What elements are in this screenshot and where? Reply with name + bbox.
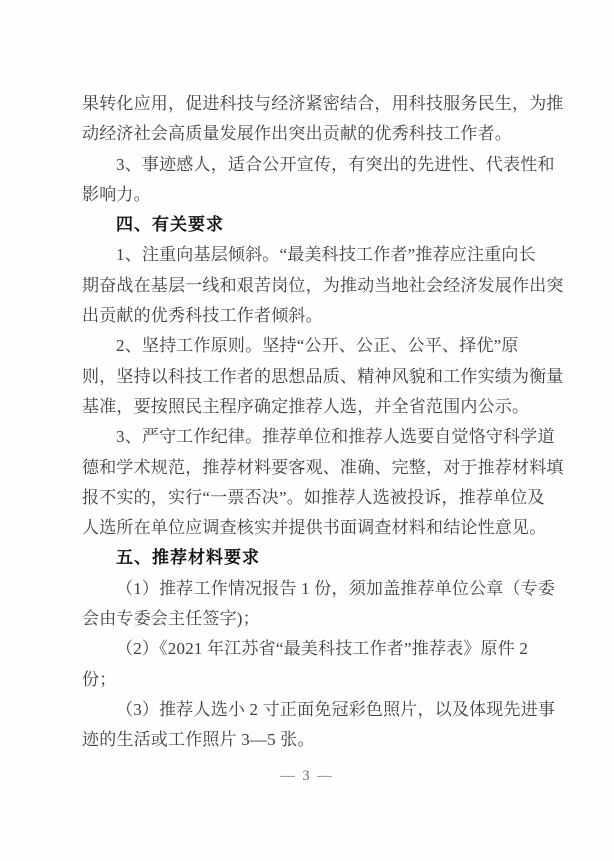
- document-body: [82, 89, 564, 756]
- text-line: 会由专委会主任签字)；: [82, 609, 260, 629]
- text-line: 期奋战在基层一线和艰苦岗位，为推动当地社会经济发展作出突: [82, 275, 564, 295]
- section-heading-4: 四、有关要求: [116, 215, 224, 235]
- text-line: 迹的生活或工作照片 3—5 张。: [82, 730, 315, 750]
- page-number: — 3 —: [280, 768, 334, 784]
- text-line: 3、严守工作纪律。推荐单位和推荐人选要自觉恪守科学道: [116, 427, 555, 447]
- text-line: 2、坚持工作原则。坚持“公开、公正、公平、择优”原: [116, 336, 519, 356]
- text-line: 份；: [82, 669, 117, 689]
- text-line: 3、事迹感人，适合公开宣传，有突出的先进性、代表性和: [116, 154, 555, 174]
- text-line: 基准，要按照民主程序确定推荐人选，并全省范围内公示。: [82, 396, 530, 416]
- text-line: （3）推荐人选小 2 寸正面免冠彩色照片，以及体现先进事: [116, 699, 556, 719]
- text-line: 人选所在单位应调查核实并提供书面调查材料和结论性意见。: [82, 518, 547, 538]
- text-line: （2）《2021 年江苏省“最美科技工作者”推荐表》原件 2: [116, 639, 529, 659]
- text-line: 果转化应用，促进科技与经济紧密结合，用科技服务民生，为推: [82, 94, 564, 113]
- text-line: 1、注重向基层倾斜。“最美科技工作者”推荐应注重向长: [116, 245, 536, 265]
- text-line: 影响力。: [82, 184, 151, 204]
- text-line: 出贡献的优秀科技工作者倾斜。: [82, 306, 323, 326]
- text-line: 则，坚持以科技工作者的思想品质、精神风貌和工作实绩为衡量: [82, 366, 564, 386]
- text-line: （1）推荐工作情况报告 1 份，须加盖推荐单位公章（专委: [116, 578, 556, 598]
- text-line: 动经济社会高质量发展作出突出贡献的优秀科技工作者。: [82, 124, 512, 144]
- section-heading-5: 五、推荐材料要求: [116, 548, 260, 568]
- text-line: 德和学术规范，推荐材料要客观、准确、完整，对于推荐材料填: [82, 457, 564, 477]
- text-line: 报不实的，实行“一票否决”。如推荐人选被投诉，推荐单位及: [82, 487, 545, 507]
